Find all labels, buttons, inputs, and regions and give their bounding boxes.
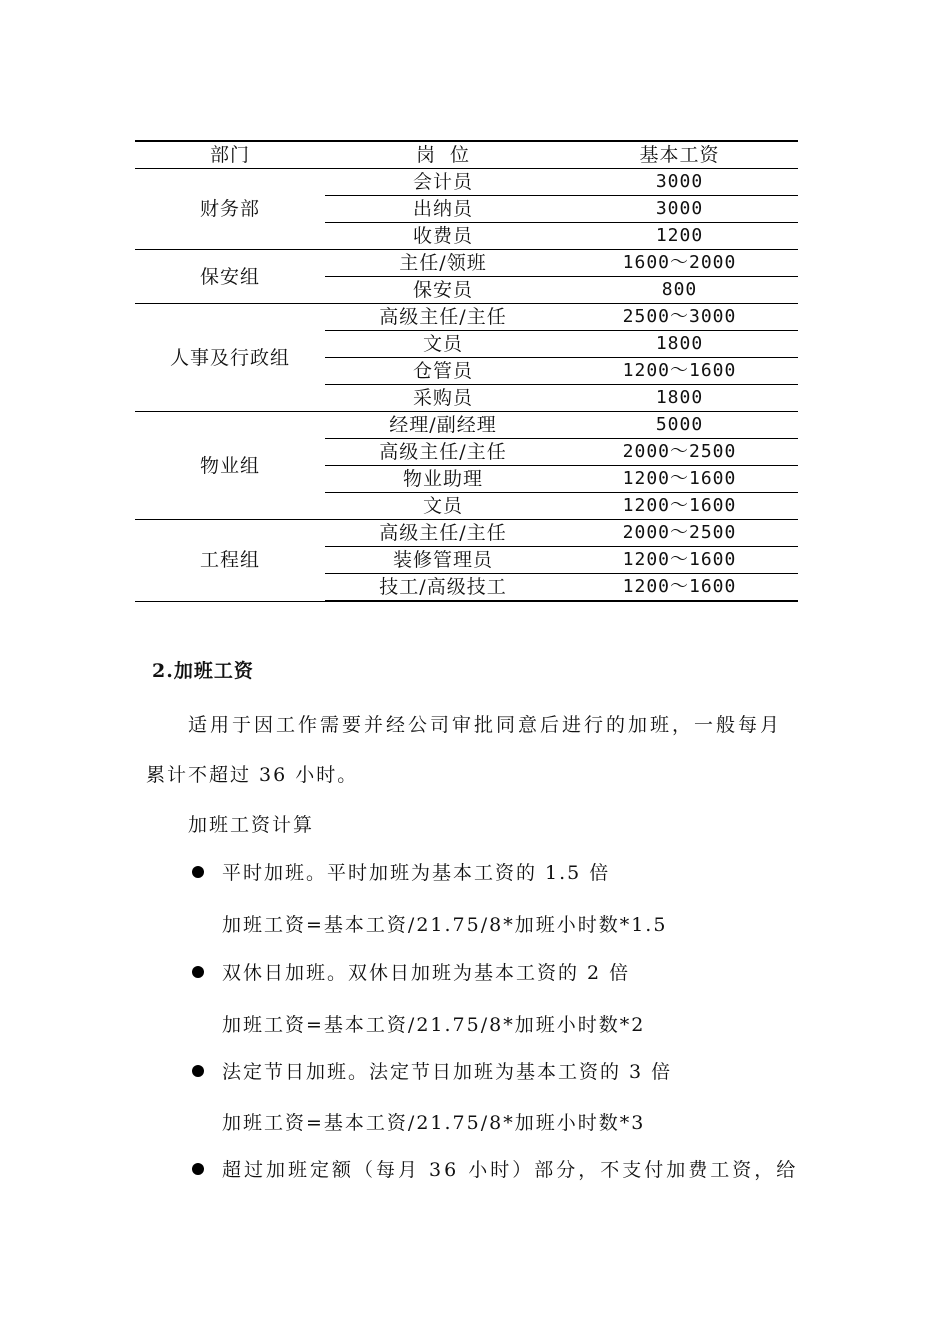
- item-formula: 加班工资=基本工资/21.75/8*加班小时数*3: [222, 1112, 646, 1134]
- salary-cell: 1200～1600: [561, 493, 798, 520]
- position-cell: 主任/领班: [325, 250, 561, 277]
- salary-cell: 1800: [561, 331, 798, 358]
- position-cell: 采购员: [325, 385, 561, 412]
- item-formula: 加班工资=基本工资/21.75/8*加班小时数*1.5: [222, 914, 668, 936]
- salary-cell: 2000～2500: [561, 520, 798, 547]
- position-cell: 高级主任/主任: [325, 304, 561, 331]
- salary-cell: 2000～2500: [561, 439, 798, 466]
- table-row: [135, 250, 798, 277]
- position-cell: 高级主任/主任: [325, 520, 561, 547]
- item-formula: 加班工资=基本工资/21.75/8*加班小时数*2: [222, 1014, 646, 1036]
- position-cell: 会计员: [325, 169, 561, 196]
- bullet-icon: [192, 866, 204, 878]
- table-row: [135, 412, 798, 439]
- bullet-icon: [192, 1163, 204, 1175]
- section-title: 2.加班工资: [152, 660, 254, 682]
- dept-cell: 物业组: [135, 412, 325, 520]
- intro-line-1: 适用于因工作需要并经公司审批同意后进行的加班，一般每月: [188, 714, 783, 736]
- salary-cell: 3000: [561, 196, 798, 223]
- dept-cell: 财务部: [135, 169, 325, 250]
- position-cell: 高级主任/主任: [325, 439, 561, 466]
- position-cell: 装修管理员: [325, 547, 561, 574]
- item-text: 法定节日加班。法定节日加班为基本工资的 3 倍: [222, 1061, 673, 1083]
- item-text: 超过加班定额（每月 36 小时）部分，不支付加费工资，给: [222, 1159, 799, 1181]
- salary-cell: 800: [561, 277, 798, 304]
- position-cell: 技工/高级技工: [325, 574, 561, 602]
- table-row: [135, 169, 798, 196]
- position-cell: 收费员: [325, 223, 561, 250]
- table-row: [135, 520, 798, 547]
- salary-cell: 1800: [561, 385, 798, 412]
- salary-cell: 1200～1600: [561, 574, 798, 602]
- table-row: [135, 304, 798, 331]
- bullet-icon: [192, 1065, 204, 1077]
- salary-table: [135, 140, 798, 602]
- header-position: 岗 位: [325, 141, 561, 169]
- header-salary: 基本工资: [561, 141, 798, 169]
- position-cell: 保安员: [325, 277, 561, 304]
- salary-cell: 3000: [561, 169, 798, 196]
- item-text: 双休日加班。双休日加班为基本工资的 2 倍: [222, 962, 631, 984]
- salary-cell: 2500～3000: [561, 304, 798, 331]
- dept-cell: 保安组: [135, 250, 325, 304]
- dept-cell: 工程组: [135, 520, 325, 602]
- header-dept: 部门: [135, 141, 325, 169]
- position-cell: 文员: [325, 493, 561, 520]
- bullet-icon: [192, 966, 204, 978]
- position-cell: 物业助理: [325, 466, 561, 493]
- intro-line-2: 累计不超过 36 小时。: [146, 764, 359, 786]
- position-cell: 文员: [325, 331, 561, 358]
- salary-cell: 1200: [561, 223, 798, 250]
- calc-heading: 加班工资计算: [188, 814, 315, 836]
- position-cell: 出纳员: [325, 196, 561, 223]
- salary-cell: 1200～1600: [561, 547, 798, 574]
- item-text: 平时加班。平时加班为基本工资的 1.5 倍: [222, 862, 611, 884]
- salary-cell: 1600～2000: [561, 250, 798, 277]
- position-cell: 仓管员: [325, 358, 561, 385]
- salary-cell: 1200～1600: [561, 358, 798, 385]
- position-cell: 经理/副经理: [325, 412, 561, 439]
- salary-cell: 1200～1600: [561, 466, 798, 493]
- salary-cell: 5000: [561, 412, 798, 439]
- dept-cell: 人事及行政组: [135, 304, 325, 412]
- table-header-row: [135, 141, 798, 169]
